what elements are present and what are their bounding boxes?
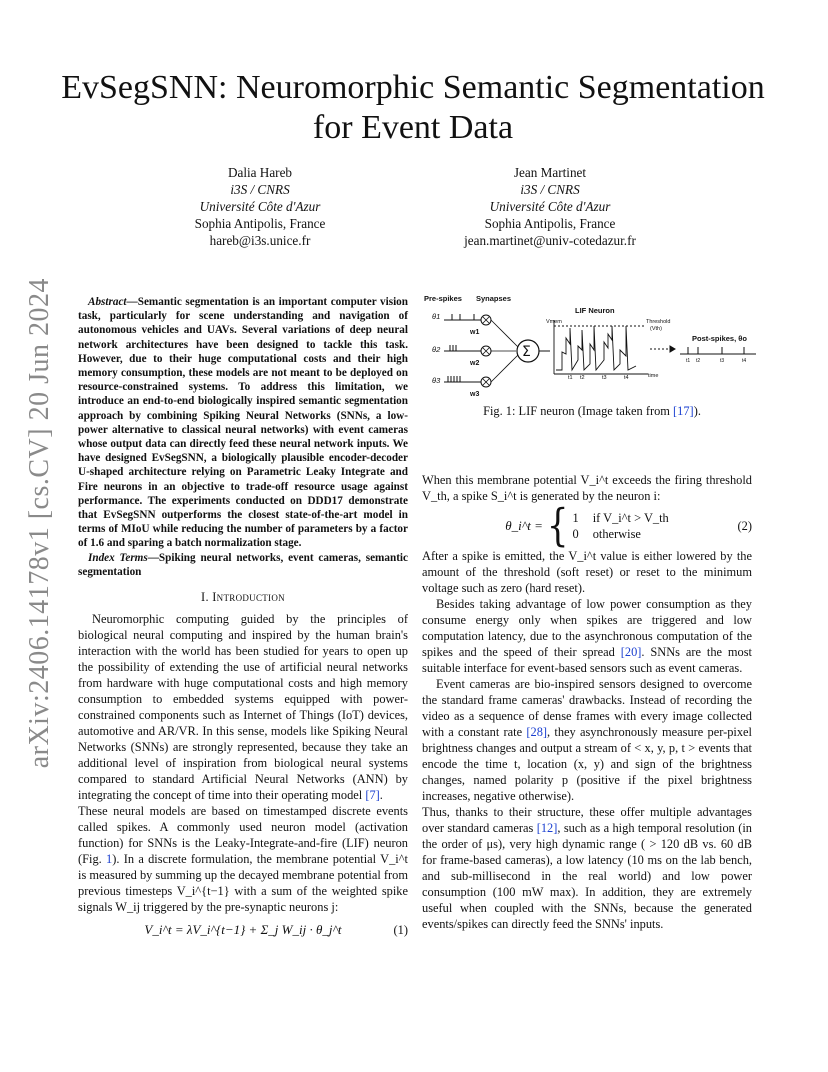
time-label: time	[648, 373, 659, 379]
event-camera-text-a: Event cameras are bio-inspired sensors designed to overcome the standard frame cameras' drawbacks. Instead of recording the video as a sequence of dense frames with every image collected with a constant rate	[422, 677, 752, 739]
intro-paragraph-1: Neuromorphic computing guided by the principles of biological neural computing and inspired by the human brain's interaction with the world has been studied for years to open up the possibility of extending the use of artificial neural networks from hardware with huge computational costs and high memory consumption to embedded systems equipped with power-constrained components such as Internet of Things (IoT) devices, automotive and AR/VR. In this sense, models like Spiking Neural Networks (SNNs) are strongly represented, because they take an additional level of inspiration from biological neural systems compared to standard Artificial Neural Networks (ANN) by integrating the concept of time into their operating model [7].	[78, 612, 408, 803]
section-heading-introduction: I. Introduction	[201, 590, 285, 605]
arxiv-id-text: arXiv:2406.14178v1 [cs.CV] 20 Jun 2024	[24, 277, 55, 769]
advantages-paragraph	[422, 804, 752, 932]
theta3-label: θ3	[432, 376, 441, 385]
case-2-condition: otherwise	[592, 527, 641, 541]
power-paragraph	[422, 596, 752, 676]
intro-paragraph-1-text: Neuromorphic computing guided by the principles of biological neural computing and inspired by the human brain's interaction with the world has been studied for years to open up the possibility of extending the use of artificial neural networks from hardware with huge computational costs and high memory consumption to embedded systems equipped with power-constrained components such as Internet of Things (IoT) devices, automotive and AR/VR. In this sense, models like Spiking Neural Networks (SNNs) are strongly represented, because they take an additional level of inspiration from biological neural systems compared to standard Artificial Neural Networks (ANN) by integrating the concept of time into their operating model	[78, 612, 408, 803]
intro-paragraph-2-text-a: These neural models are based on timestamped discrete events called spikes. A commonly used neuron model (activation function) for SNNs is the Leaky-Integrate-and-fire (LIF) neuron (Fig.	[78, 804, 408, 867]
sigma-symbol: Σ	[522, 344, 531, 360]
equation-2-lhs: θ_i^t =	[505, 518, 543, 533]
index-terms	[78, 551, 408, 579]
paper-title	[60, 68, 766, 148]
theta1-label: θ1	[432, 312, 441, 321]
t2-label: t2	[580, 375, 585, 381]
lif-neuron-label: LIF Neuron	[575, 306, 615, 315]
figure-link[interactable]: 1	[106, 852, 113, 867]
author-city: Sophia Antipolis, France	[484, 216, 616, 231]
out-t2-label: t2	[696, 358, 701, 364]
author-city: Sophia Antipolis, France	[194, 216, 326, 231]
w3-label: w3	[470, 391, 480, 398]
author-university: Université Côte d'Azur	[199, 199, 321, 214]
citation-link[interactable]: [7]	[365, 788, 380, 803]
author-email[interactable]: jean.martinet@univ-cotedazur.fr	[464, 233, 636, 248]
event-camera-text-b: , they asynchronously measure per-pixel brightness changes and output a stream of < x, y, p, t > events that encode the time t, location (x, y) and sign of the brightness changes, named polarity p (positive if the pixel brightness increases, negative otherwise).	[422, 725, 752, 803]
author-block-2	[400, 164, 700, 249]
equation-1-body: V_i^t = λV_i^{t−1} + Σ_j W_ij · θ_j^t	[144, 922, 342, 938]
case-1-value: 1	[572, 511, 579, 525]
output-arrow	[650, 346, 675, 352]
power-paragraph-text-b: . SNNs are the most suitable interface for event-based sensors such as event cameras.	[422, 645, 752, 675]
w2-label: w2	[470, 360, 480, 367]
equation-1-number: (1)	[393, 923, 408, 938]
abstract	[78, 295, 408, 551]
threshold-label: Threshold	[646, 319, 671, 325]
post-spikes-label: Post-spikes, θo	[692, 334, 747, 343]
citation-link[interactable]: [20]	[620, 645, 642, 659]
equation-2-brace: {	[546, 500, 569, 552]
author-name: Jean Martinet	[513, 165, 587, 180]
vth-label: (Vth)	[650, 326, 662, 332]
figure-1-caption	[422, 404, 762, 419]
power-paragraph-text-a: Besides taking advantage of low power consumption as they consume energy only when spikes are triggered and low computation latency, due to the asynchronous computation of the spikes and the speed of their spread	[422, 597, 752, 659]
author-org: i3S / CNRS	[520, 182, 580, 197]
caption-text: Fig. 1: LIF neuron (Image taken from	[483, 404, 670, 418]
theta2-label: θ2	[432, 345, 441, 354]
citation-link[interactable]: [28]	[526, 725, 548, 739]
threshold-paragraph: When this membrane potential V_i^t exceeds the firing threshold V_th, a spike S_i^t is generated by the neuron i:	[422, 473, 752, 503]
arxiv-side-stamp	[22, 277, 58, 769]
reset-paragraph: After a spike is emitted, the V_i^t value is either lowered by the amount of the threshold (soft reset) or reset to the minimum voltage such as zero (hard reset).	[422, 549, 752, 595]
out-t1-label: t1	[686, 358, 691, 364]
intro-paragraph-2	[78, 803, 408, 915]
t1-label: t1	[568, 375, 573, 381]
equation-2-cases	[573, 510, 669, 542]
title-line-2: for Event Data	[312, 109, 514, 146]
membrane-potential-plot	[554, 320, 648, 374]
intro-paragraph-2-text-b: ). In a discrete formulation, the membrane potential V_i^t is measured by summing up the decayed membrane potential from previous timesteps V_i^{t−1} with a sum of the weighted spike signals W_ij triggered by the pre-synaptic neurons j:	[78, 852, 408, 915]
caption-end: ).	[693, 404, 701, 418]
equation-1	[78, 915, 408, 945]
t3-label: t3	[602, 375, 607, 381]
t4-label: t4	[624, 375, 629, 381]
advantages-text-a: Thus, thanks to their structure, these offer multiple advantages over standard cameras	[422, 805, 752, 835]
advantages-text-b: , such as a high temporal resolution (in the order of μs), very high dynamic range ( > 120 dB vs. 60 dB for frame-based cameras), a low latency (10 ms on the lab bench, and sub-millisecond in the real world) and low power consumption (100 mW max). In addition, they are extremely useful when coupled with the SNNs, because the generated events/spikes can directly feed the SNNs' inputs.	[422, 821, 752, 931]
case-1-condition: if V_i^t > V_th	[592, 511, 669, 525]
author-org: i3S / CNRS	[230, 182, 290, 197]
citation-link[interactable]: [17]	[673, 404, 694, 418]
author-block-1	[110, 164, 410, 249]
vmem-label: Vmem	[546, 319, 562, 325]
synapses-label: Synapses	[476, 294, 512, 303]
pre-spikes-label: Pre-spikes	[424, 294, 462, 303]
case-2-value: 0	[572, 527, 579, 541]
input-spike-trains	[444, 314, 484, 382]
abstract-lead: Abstract	[88, 296, 127, 308]
author-name: Dalia Hareb	[227, 165, 293, 180]
index-terms-text: —Spiking neural networks, event cameras, semantic segmentation	[78, 551, 408, 578]
equation-2	[422, 500, 752, 552]
left-column	[78, 295, 408, 945]
output-spike-train	[680, 347, 756, 354]
index-terms-lead: Index Terms	[88, 551, 148, 564]
author-university: Université Côte d'Azur	[489, 199, 611, 214]
w1-label: w1	[470, 329, 480, 336]
citation-link[interactable]: [12]	[536, 821, 558, 835]
out-t3-label: t3	[720, 358, 725, 364]
title-line-1: EvSegSNN: Neuromorphic Semantic Segmentation	[61, 69, 765, 106]
equation-2-number: (2)	[737, 519, 752, 533]
author-email[interactable]: hareb@i3s.unice.fr	[209, 233, 311, 248]
event-camera-paragraph	[422, 676, 752, 804]
equation-2-body	[505, 500, 669, 552]
right-column	[422, 472, 752, 932]
out-t4-label: t4	[742, 358, 747, 364]
abstract-text: —Semantic segmentation is an important computer vision task, particularly for scene understanding and navigation of autonomous vehicles and UAVs. Several variations of deep neural network architectures have been designed to tackle this task. However, due to their huge computational costs and their high memory consumption, these models are not meant to be deployed on resource-constrained systems. To address this limitation, we introduce an end-to-end biologically inspired semantic segmentation approach by combining Spiking Neural Networks (SNNs, a low-power alternative to classical neural networks) with event cameras whose output data can directly feed these neural network inputs. We have designed EvSegSNN, a biologically plausible encoder-decoder U-shaped architecture relying on Parametric Leaky Integrate and Fire neurons in an objective to trade-off resource usage against performance. The experiments conducted on DDD17 demonstrate that EvSegSNN outperforms the closest state-of-the-art model in terms of MIoU while reducing the number of parameters by a factor of 1.6 and sparing a batch normalization stage.	[78, 296, 408, 550]
